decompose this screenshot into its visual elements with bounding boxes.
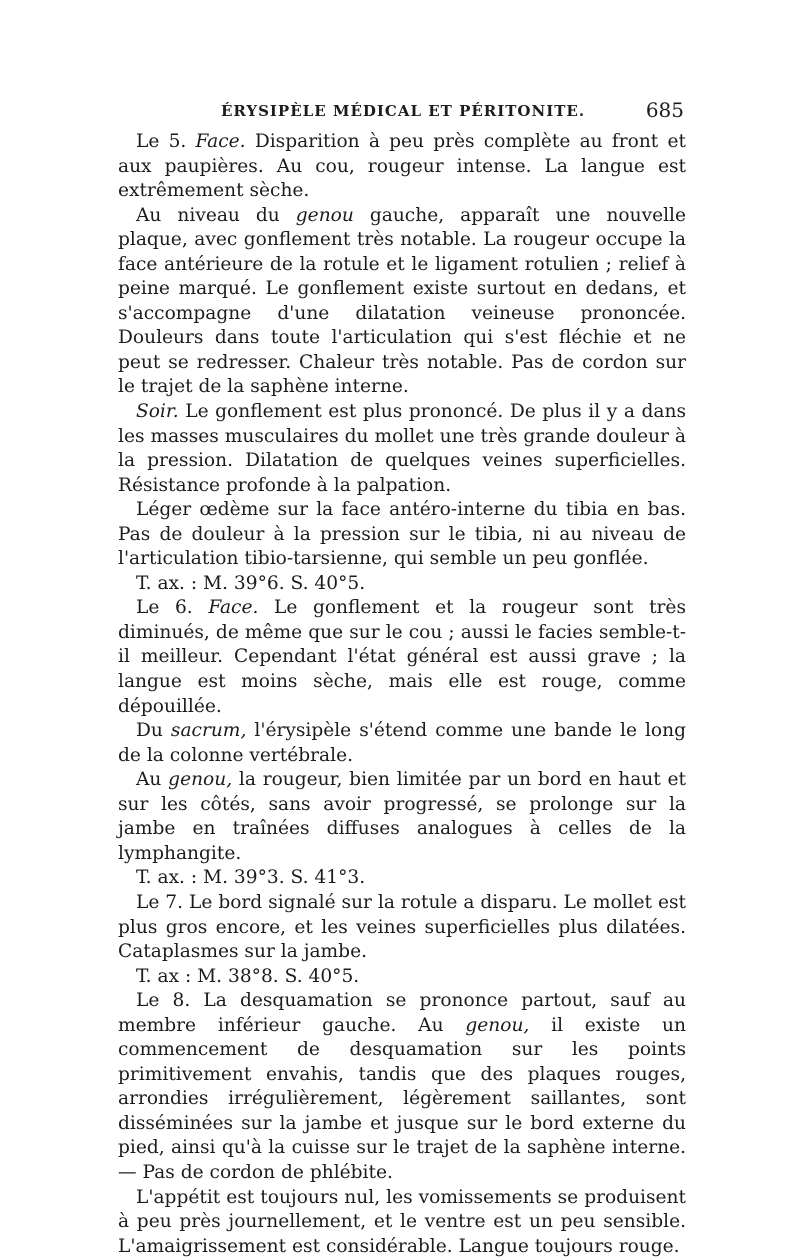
paragraph-italic: Face. [195,131,246,152]
paragraph-lead: Du [136,720,171,742]
paragraph [118,130,686,204]
paragraph [118,400,686,498]
body-text [118,130,686,1259]
running-title: ÉRYSIPÈLE MÉDICAL ET PÉRITONITE. [220,102,586,120]
paragraph-text: T. ax : M. 38°8. S. 40°5. [136,965,360,987]
paragraph-text: l'érysipèle s'étend comme une bande le long de la colonne vertébrale. [118,720,686,766]
paragraph-text: Le gonflement est plus prononcé. De plus il y a dans les masses musculaires du mollet une très grande douleur à la pression. Dilatation de quelques veines superficielles. Résistance profonde à la palpation. [118,401,686,496]
paragraph [118,596,686,719]
paragraph-italic: sacrum, [170,720,247,742]
paragraph [118,891,686,965]
paragraph [118,965,686,990]
paragraph-italic: Soir. [136,401,179,423]
paragraph [118,866,686,891]
paragraph-text: Disparition à peu près complète au front et aux paupières. Au cou, rougeur intense. La langue est extrêmement sèche. [118,131,686,202]
paragraph-text: gauche, apparaît une nouvelle plaque, avec gonflement très notable. La rougeur occupe la face antérieure de la rotule et le ligament rotulien ; relief à peine marqué. Le gonflement existe surtout en dedans, et s'accompagne d'une dilatation veineuse prononcée. Douleurs dans toute l'articulation qui s'est fléchie et ne peut se redresser. Chaleur très notable. Pas de cordon sur le trajet de la saphène interne. [118,204,686,398]
paragraph [118,989,686,1185]
paragraph-lead: Le 5. [136,131,196,152]
paragraph-text: il existe un commencement de desquamation sur les points primitivement envahis, tandis que des plaques rouges, arrondies irrégulièrement, légèrement saillantes, sont disséminées sur la jambe et jusque sur le bord externe du pied, ainsi qu'à la cuisse sur le trajet de la saphène interne. — Pas de cordon de phlébite. [118,1014,686,1183]
paragraph-text: Le gonflement et la rougeur sont très diminués, de même que sur le cou ; aussi le facies semble-t-il meilleur. Cependant l'état général est aussi grave ; la langue est moins sèche, mais elle est rouge, comme dépouillée. [118,597,686,717]
paragraph-text: T. ax. : M. 39°6. S. 40°5. [136,572,366,594]
paragraph [118,719,686,768]
paragraph-italic: genou, [168,769,233,791]
paragraph-italic: genou, [465,1014,530,1036]
paragraph-lead: Au [136,769,169,791]
paragraph [118,572,686,597]
paragraph-text: Léger œdème sur la face antéro-interne du tibia en bas. Pas de douleur à la pression sur le tibia, ni au niveau de l'articulation tibio-tarsienne, qui semble un peu gonflée. [118,499,686,570]
paragraph [118,768,686,866]
paragraph-lead: Le 6. [136,597,209,619]
paragraph [118,498,686,572]
page-number: 685 [645,98,684,122]
paragraph-italic: Face. [208,597,259,619]
paragraph [118,204,686,400]
running-header [118,98,688,128]
paragraph-text: L'appétit est toujours nul, les vomissements se produisent à peu près journellement, et le ventre est un peu sensible. L'amaigrissement est considérable. Langue toujours rouge. [118,1186,686,1257]
paragraph-text: la rougeur, bien limitée par un bord en haut et sur les côtés, sans avoir progressé, se prolonge sur la jambe en traînées diffuses analogues à celles de la lymphangite. [118,769,686,864]
paragraph-italic: genou [295,204,354,226]
paragraph-text: Le 7. Le bord signalé sur la rotule a disparu. Le mollet est plus gros encore, et les veines superficielles plus dilatées. Cataplasmes sur la jambe. [118,891,686,963]
paragraph [118,1186,686,1259]
paragraph-lead: Au niveau du [136,204,296,226]
paragraph-lead: Le 8. La desquamation se prononce partout, sauf au membre inférieur gauche. Au [118,990,686,1036]
paragraph-text: T. ax. : M. 39°3. S. 41°3. [136,867,366,889]
